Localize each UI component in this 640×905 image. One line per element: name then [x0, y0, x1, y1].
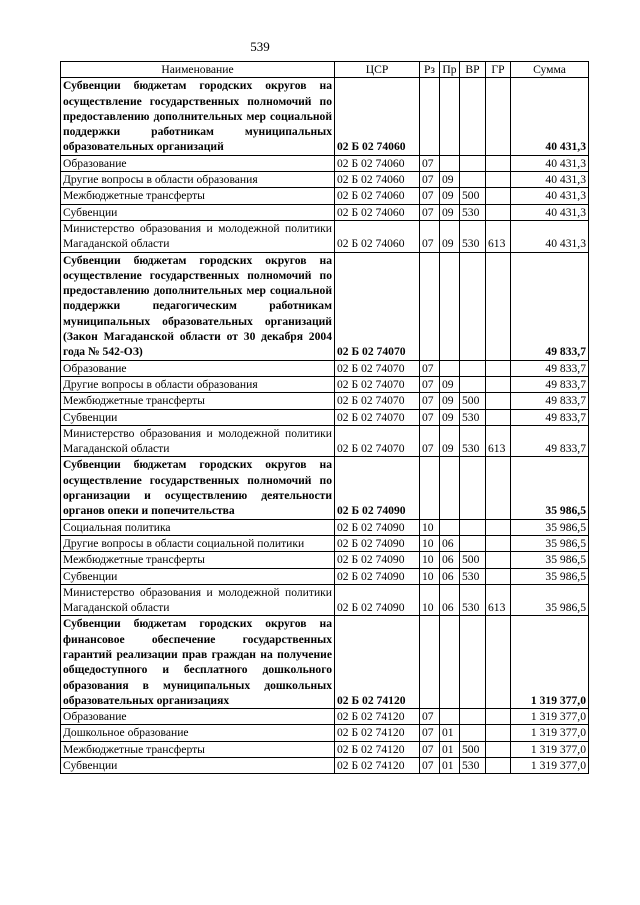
cell-pr: [440, 519, 460, 535]
cell-name: Субвенции: [61, 758, 335, 774]
cell-rz: 07: [420, 409, 440, 425]
cell-rz: 07: [420, 725, 440, 741]
cell-name: Межбюджетные трансферты: [61, 188, 335, 204]
cell-sum: 40 431,3: [511, 220, 589, 252]
cell-rz: 10: [420, 552, 440, 568]
cell-name: Министерство образования и молодежной политики Магаданской области: [61, 220, 335, 252]
cell-sum: 40 431,3: [511, 155, 589, 171]
cell-gr: [486, 376, 511, 392]
cell-sum: 1 319 377,0: [511, 616, 589, 709]
cell-name: Субвенции бюджетам городских округов на осуществление государственных полномочий по предоставлению дополнительных мер социальной поддержки работникам муниципальных образовательных организаций: [61, 78, 335, 155]
table-row: [61, 220, 589, 252]
cell-vr: [460, 155, 486, 171]
cell-sum: 1 319 377,0: [511, 709, 589, 725]
cell-vr: 500: [460, 741, 486, 757]
cell-name: Субвенции: [61, 204, 335, 220]
table-row: [61, 552, 589, 568]
table-row: [61, 584, 589, 616]
budget-table: [60, 61, 589, 774]
cell-pr: 06: [440, 584, 460, 616]
cell-pr: [440, 360, 460, 376]
cell-csr: 02 Б 02 74070: [335, 252, 420, 360]
cell-name: Другие вопросы в области образования: [61, 376, 335, 392]
cell-gr: 613: [486, 425, 511, 457]
cell-sum: 1 319 377,0: [511, 741, 589, 757]
cell-vr: [460, 535, 486, 551]
cell-csr: 02 Б 02 74060: [335, 188, 420, 204]
cell-pr: 09: [440, 188, 460, 204]
cell-sum: 35 986,5: [511, 457, 589, 519]
cell-csr: 02 Б 02 74070: [335, 376, 420, 392]
cell-sum: 49 833,7: [511, 409, 589, 425]
table-row: [61, 758, 589, 774]
table-row: [61, 709, 589, 725]
cell-name: Социальная политика: [61, 519, 335, 535]
cell-name: Межбюджетные трансферты: [61, 393, 335, 409]
cell-rz: 10: [420, 568, 440, 584]
cell-sum: 35 986,5: [511, 552, 589, 568]
cell-csr: 02 Б 02 74060: [335, 204, 420, 220]
cell-pr: 01: [440, 725, 460, 741]
cell-csr: 02 Б 02 74070: [335, 425, 420, 457]
cell-gr: [486, 535, 511, 551]
cell-sum: 35 986,5: [511, 584, 589, 616]
cell-csr: 02 Б 02 74060: [335, 172, 420, 188]
cell-sum: 35 986,5: [511, 535, 589, 551]
cell-name: Межбюджетные трансферты: [61, 741, 335, 757]
cell-pr: 09: [440, 172, 460, 188]
cell-sum: 49 833,7: [511, 376, 589, 392]
table-row: [61, 535, 589, 551]
cell-gr: [486, 155, 511, 171]
cell-csr: 02 Б 02 74120: [335, 725, 420, 741]
cell-gr: [486, 758, 511, 774]
table-row: [61, 188, 589, 204]
table-body: [61, 78, 589, 774]
cell-gr: [486, 709, 511, 725]
cell-name: Субвенции: [61, 568, 335, 584]
cell-pr: [440, 616, 460, 709]
cell-pr: [440, 252, 460, 360]
cell-rz: [420, 252, 440, 360]
cell-vr: [460, 360, 486, 376]
cell-name: Субвенции бюджетам городских округов на осуществление государственных полномочий по предоставлению дополнительных мер социальной поддержки педагогическим работникам муниципальных образовательных организаций (Закон Магаданской области от 30 декабря 2004 года № 542-ОЗ): [61, 252, 335, 360]
cell-vr: [460, 519, 486, 535]
cell-vr: 530: [460, 425, 486, 457]
cell-pr: [440, 155, 460, 171]
cell-vr: [460, 376, 486, 392]
table-row: [61, 568, 589, 584]
header-gr: ГР: [486, 62, 511, 78]
cell-vr: 530: [460, 584, 486, 616]
table-row: [61, 741, 589, 757]
header-csr: ЦСР: [335, 62, 420, 78]
table-row: [61, 519, 589, 535]
table-row: [61, 172, 589, 188]
table-row: [61, 155, 589, 171]
cell-vr: [460, 709, 486, 725]
cell-rz: [420, 78, 440, 155]
cell-vr: 530: [460, 409, 486, 425]
cell-gr: [486, 568, 511, 584]
cell-rz: 07: [420, 393, 440, 409]
cell-gr: [486, 393, 511, 409]
cell-gr: [486, 360, 511, 376]
cell-gr: [486, 78, 511, 155]
cell-name: Межбюджетные трансферты: [61, 552, 335, 568]
cell-name: Субвенции: [61, 409, 335, 425]
cell-csr: 02 Б 02 74090: [335, 568, 420, 584]
cell-csr: 02 Б 02 74120: [335, 616, 420, 709]
cell-pr: 09: [440, 393, 460, 409]
cell-vr: 500: [460, 552, 486, 568]
cell-csr: 02 Б 02 74060: [335, 155, 420, 171]
header-rz: Рз: [420, 62, 440, 78]
cell-vr: [460, 172, 486, 188]
cell-pr: 09: [440, 204, 460, 220]
cell-name: Образование: [61, 709, 335, 725]
cell-sum: 35 986,5: [511, 568, 589, 584]
cell-gr: [486, 252, 511, 360]
cell-csr: 02 Б 02 74070: [335, 409, 420, 425]
cell-gr: [486, 519, 511, 535]
cell-sum: 1 319 377,0: [511, 725, 589, 741]
page-number: 539: [250, 39, 270, 54]
cell-name: Министерство образования и молодежной политики Магаданской области: [61, 425, 335, 457]
cell-gr: [486, 204, 511, 220]
cell-vr: 500: [460, 393, 486, 409]
cell-csr: 02 Б 02 74060: [335, 220, 420, 252]
cell-csr: 02 Б 02 74070: [335, 393, 420, 409]
cell-vr: 530: [460, 568, 486, 584]
cell-rz: 07: [420, 709, 440, 725]
cell-gr: [486, 409, 511, 425]
cell-gr: [486, 741, 511, 757]
cell-sum: 49 833,7: [511, 393, 589, 409]
cell-vr: 530: [460, 758, 486, 774]
cell-csr: 02 Б 02 74090: [335, 457, 420, 519]
cell-csr: 02 Б 02 74090: [335, 584, 420, 616]
cell-rz: 07: [420, 155, 440, 171]
cell-rz: 07: [420, 360, 440, 376]
cell-csr: 02 Б 02 74090: [335, 535, 420, 551]
cell-pr: 01: [440, 758, 460, 774]
cell-vr: [460, 457, 486, 519]
cell-csr: 02 Б 02 74120: [335, 741, 420, 757]
cell-pr: 09: [440, 220, 460, 252]
cell-rz: 07: [420, 376, 440, 392]
cell-pr: 06: [440, 552, 460, 568]
cell-sum: 35 986,5: [511, 519, 589, 535]
cell-gr: 613: [486, 584, 511, 616]
cell-vr: 530: [460, 220, 486, 252]
cell-vr: [460, 252, 486, 360]
header-vr: ВР: [460, 62, 486, 78]
cell-rz: 10: [420, 535, 440, 551]
cell-sum: 1 319 377,0: [511, 758, 589, 774]
cell-csr: 02 Б 02 74090: [335, 519, 420, 535]
cell-pr: 06: [440, 568, 460, 584]
table-row: [61, 252, 589, 360]
cell-name: Субвенции бюджетам городских округов на осуществление государственных полномочий по организации и осуществлению деятельности органов опеки и попечительства: [61, 457, 335, 519]
cell-sum: 40 431,3: [511, 172, 589, 188]
cell-vr: [460, 725, 486, 741]
cell-sum: 49 833,7: [511, 425, 589, 457]
cell-csr: 02 Б 02 74120: [335, 709, 420, 725]
cell-rz: 07: [420, 425, 440, 457]
table-row: [61, 78, 589, 155]
cell-vr: 530: [460, 204, 486, 220]
cell-name: Субвенции бюджетам городских округов на финансовое обеспечение государственных гарантий реализации прав граждан на получение общедоступного и бесплатного дошкольного образования в муниципальных дошкольных образовательных организациях: [61, 616, 335, 709]
cell-rz: 07: [420, 758, 440, 774]
cell-gr: [486, 725, 511, 741]
table-header-row: [61, 62, 589, 78]
cell-gr: [486, 188, 511, 204]
cell-rz: 10: [420, 519, 440, 535]
table-row: [61, 616, 589, 709]
table-row: [61, 376, 589, 392]
cell-name: Другие вопросы в области образования: [61, 172, 335, 188]
table-row: [61, 393, 589, 409]
table-row: [61, 425, 589, 457]
cell-sum: 40 431,3: [511, 204, 589, 220]
cell-name: Другие вопросы в области социальной политики: [61, 535, 335, 551]
table-row: [61, 360, 589, 376]
table-row: [61, 457, 589, 519]
table-row: [61, 725, 589, 741]
cell-sum: 49 833,7: [511, 360, 589, 376]
cell-rz: [420, 457, 440, 519]
cell-pr: 09: [440, 425, 460, 457]
cell-csr: 02 Б 02 74070: [335, 360, 420, 376]
cell-pr: 01: [440, 741, 460, 757]
cell-vr: [460, 616, 486, 709]
cell-pr: 06: [440, 535, 460, 551]
table-row: [61, 409, 589, 425]
cell-sum: 40 431,3: [511, 78, 589, 155]
cell-name: Дошкольное образование: [61, 725, 335, 741]
header-name: Наименование: [61, 62, 335, 78]
cell-csr: 02 Б 02 74120: [335, 758, 420, 774]
cell-vr: [460, 78, 486, 155]
cell-pr: [440, 457, 460, 519]
cell-name: Образование: [61, 360, 335, 376]
cell-gr: [486, 457, 511, 519]
cell-pr: [440, 709, 460, 725]
cell-rz: [420, 616, 440, 709]
cell-pr: 09: [440, 376, 460, 392]
cell-csr: 02 Б 02 74060: [335, 78, 420, 155]
cell-gr: 613: [486, 220, 511, 252]
header-sum: Сумма: [511, 62, 589, 78]
cell-rz: 07: [420, 188, 440, 204]
cell-gr: [486, 552, 511, 568]
cell-csr: 02 Б 02 74090: [335, 552, 420, 568]
cell-rz: 07: [420, 220, 440, 252]
cell-pr: 09: [440, 409, 460, 425]
cell-rz: 07: [420, 172, 440, 188]
cell-pr: [440, 78, 460, 155]
table-row: [61, 204, 589, 220]
cell-sum: 49 833,7: [511, 252, 589, 360]
header-pr: Пр: [440, 62, 460, 78]
cell-name: Образование: [61, 155, 335, 171]
cell-vr: 500: [460, 188, 486, 204]
cell-gr: [486, 172, 511, 188]
cell-rz: 07: [420, 204, 440, 220]
cell-gr: [486, 616, 511, 709]
cell-rz: 10: [420, 584, 440, 616]
cell-rz: 07: [420, 741, 440, 757]
cell-sum: 40 431,3: [511, 188, 589, 204]
cell-name: Министерство образования и молодежной политики Магаданской области: [61, 584, 335, 616]
